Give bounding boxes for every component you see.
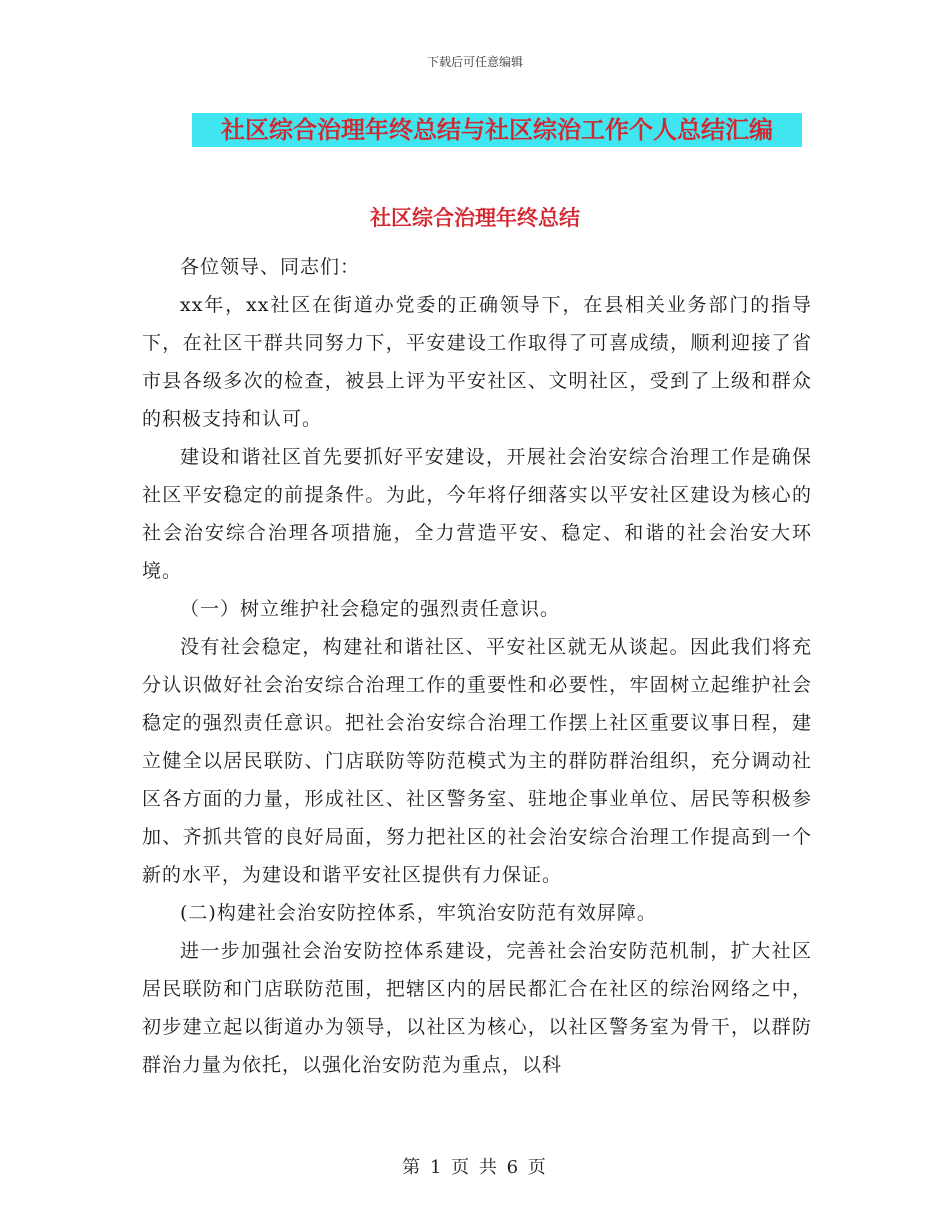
body-paragraph: 进一步加强社会治安防控体系建设，完善社会治安防范机制，扩大社区居民联防和门店联防范围，把辖区内的居民都汇合在社区的综治网络之中，初步建立起以街道办为领导，以社区为核心，以社区警务室为骨干，以群防群治力量为依托，以强化治安防范为重点，以科 [142, 940, 812, 1076]
body-paragraph: 建设和谐社区首先要抓好平安建设，开展社会治安综合治理工作是确保社区平安稳定的前提条件。为此，今年将仔细落实以平安社区建设为核心的社会治安综合治理各项措施，全力营造平安、稳定、和谐的社会治安大环境。 [142, 446, 812, 582]
body-paragraph: xx年，xx社区在街道办党委的正确领导下，在县相关业务部门的指导下，在社区干群共同努力下，平安建设工作取得了可喜成绩，顺利迎接了省市县各级多次的检查，被县上评为平安社区、文明社区，受到了上级和群众的积极支持和认可。 [142, 294, 812, 430]
page-footer: 第 1 页 共 6 页 [402, 1157, 548, 1178]
section-title: 社区综合治理年终总结 [370, 205, 580, 230]
header-note: 下载后可任意编辑 [426, 55, 523, 69]
body-text [142, 248, 812, 1084]
salutation-paragraph: 各位领导、同志们： [180, 256, 361, 278]
subheading-paragraph: (二)构建社会治安防控体系，牢筑治安防范有效屏障。 [180, 902, 657, 924]
subheading-paragraph: （一）树立维护社会稳定的强烈责任意识。 [180, 598, 561, 620]
body-paragraph: 没有社会稳定，构建社和谐社区、平安社区就无从谈起。因此我们将充分认识做好社会治安综合治理工作的重要性和必要性，牢固树立起维护社会稳定的强烈责任意识。把社会治安综合治理工作摆上社区重要议事日程，建立健全以居民联防、门店联防等防范模式为主的群防群治组织，充分调动社区各方面的力量，形成社区、社区警务室、驻地企事业单位、居民等积极参加、齐抓共管的良好局面，努力把社区的社会治安综合治理工作提高到一个新的水平，为建设和谐平安社区提供有力保证。 [142, 636, 812, 886]
document-title: 社区综合治理年终总结与社区综治工作个人总结汇编 [192, 113, 802, 147]
